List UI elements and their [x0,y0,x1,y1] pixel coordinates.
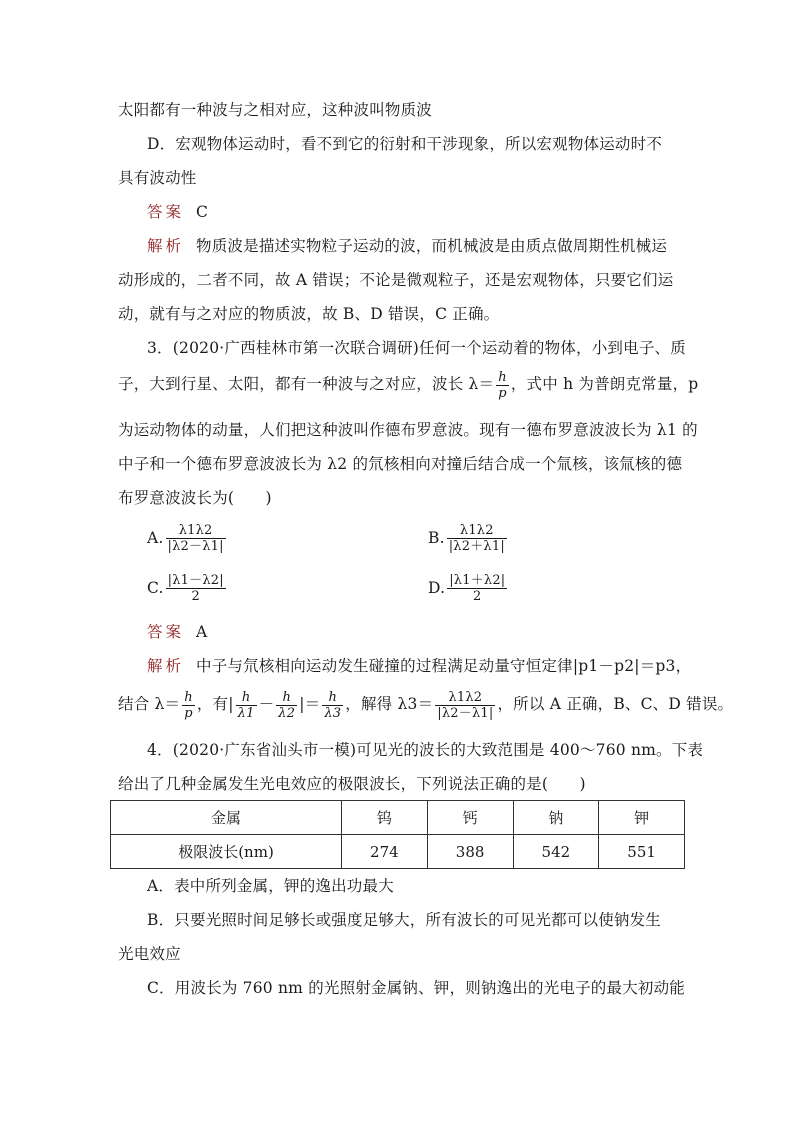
option-c-tail: 太阳都有一种波与之相对应，这种波叫物质波 [118,101,433,119]
fraction-denominator: 2 [447,588,507,604]
table-cell: 551 [599,835,685,869]
answer-value: A [196,623,208,641]
q3-stem-line1: 3．(2020·广西桂林市第一次联合调研)任何一个运动着的物体，小到电子、质 [147,339,686,357]
minus-sign: － [258,695,275,713]
fraction-numerator: |λ1＋λ2| [449,572,506,588]
option-d-line1: D．宏观物体运动时，看不到它的衍射和干涉现象，所以宏观物体运动时不 [147,135,663,153]
table-header-cell: 钙 [427,801,513,835]
analysis-text-b: ，有| [196,695,234,713]
q3-answer-line [147,622,207,642]
table-cell: 极限波长(nm) [111,835,342,869]
fraction [435,690,495,721]
fraction-numerator: λ1λ2 [459,522,494,538]
fraction-numerator: λ1λ2 [448,689,483,705]
analysis-line3: 动，就有与之对应的物质波，故 B、D 错误，C 正确。 [118,305,500,323]
analysis-line2: 动形成的，二者不同，故 A 错误；不论是微观粒子，还是宏观物体，只要它们运 [118,271,674,289]
fraction-numerator: h [241,689,251,705]
option-fraction [447,523,507,554]
option-fraction [166,573,226,604]
option-label: B. [428,529,445,547]
option-label: A. [147,529,164,547]
table-header-cell: 钨 [342,801,428,835]
q3-stem-line2-b: ，式中 h 为普朗克常量，p [510,375,699,393]
fraction-denominator: |λ2＋λ1| [448,538,505,554]
analysis-label: 解析 [147,237,185,255]
fraction-numerator: |λ1－λ2| [167,572,224,588]
q3-analysis-line1 [147,656,691,676]
answer-line [147,202,208,222]
q3-stem-line2-a: 子，大到行星、太阳，都有一种波与之对应，波长 λ＝ [118,375,495,393]
fraction [182,690,195,721]
answer-value: C [196,203,209,221]
option-fraction [447,573,507,604]
fraction-numerator: h [498,369,507,385]
analysis-text-e: ，所以 A 正确，B、C、D 错误。 [497,695,734,713]
fraction-denominator: p [182,705,195,721]
answer-label: 答案 [147,623,185,641]
fraction-denominator: λ2 [278,705,296,721]
analysis-text: 物质波是描述实物粒子运动的波，而机械波是由质点做周期性机械运 [196,237,668,255]
q4-option-b-line2: 光电效应 [118,945,181,963]
q3-option-b [428,520,509,555]
analysis-text: 中子与氘核相向运动发生碰撞的过程满足动量守恒定律|p1－p2|＝p3， [196,657,692,675]
fraction [322,690,343,721]
fraction-numerator: λ1λ2 [178,522,213,538]
q4-stem-line1: 4．(2020·广东省汕头市一模)可见光的波长的大致范围是 400～760 nm。下表 [147,741,704,759]
analysis-text-d: ，解得 λ3＝ [345,695,434,713]
q3-stem-line4: 中子和一个德布罗意波波长为 λ2 的氘核相向对撞后结合成一个氚核，该氚核的德 [118,455,683,473]
table-header-cell: 钾 [599,801,685,835]
metal-table [110,800,685,869]
fraction-numerator: h [282,689,292,705]
q3-stem-line2 [118,366,698,402]
q3-option-a [147,520,228,555]
analysis-label: 解析 [147,657,185,675]
q3-analysis-line2 [118,686,733,722]
table-header-cell: 金属 [111,801,342,835]
fraction [236,690,257,721]
fraction-numerator: h [328,689,338,705]
option-d-line2: 具有波动性 [118,169,197,187]
fraction-denominator: 2 [166,588,226,604]
fraction [276,690,297,721]
q3-option-c [147,570,228,605]
fraction-numerator: h [184,689,193,705]
wavelength-fraction [496,370,509,401]
analysis-text-c: |＝ [299,695,321,713]
q4-option-b-line1: B．只要光照时间足够长或强度足够大，所有波长的可见光都可以使钠发生 [147,911,661,929]
fraction-denominator: p [496,385,509,401]
table-cell: 542 [513,835,599,869]
option-fraction [166,523,226,554]
q4-stem-line2: 给出了几种金属发生光电效应的极限波长，下列说法正确的是( ) [118,775,586,793]
table-cell: 388 [427,835,513,869]
q4-option-a: A．表中所列金属，钾的逸出功最大 [147,877,394,895]
table-cell: 274 [342,835,428,869]
fraction-denominator: |λ2－λ1| [167,538,224,554]
table-header-cell: 钠 [513,801,599,835]
q4-option-c-line1: C．用波长为 760 nm 的光照射金属钠、钾，则钠逸出的光电子的最大初动能 [147,979,686,997]
table-row [111,835,685,869]
fraction-denominator: λ1 [237,705,255,721]
option-label: C. [147,579,164,597]
analysis-text-a: 结合 λ＝ [118,695,181,713]
q3-stem-line5: 布罗意波波长为( ) [118,489,272,507]
answer-label: 答案 [147,203,185,221]
analysis-line1 [147,236,667,256]
q3-option-d [428,570,509,605]
q3-stem-line3: 为运动物体的动量，人们把这种波叫作德布罗意波。现有一德布罗意波波长为 λ1 的 [118,421,698,439]
option-label: D. [428,579,446,597]
table-header-row [111,801,685,835]
fraction-denominator: λ3 [324,705,342,721]
fraction-denominator: |λ2－λ1| [437,705,494,721]
